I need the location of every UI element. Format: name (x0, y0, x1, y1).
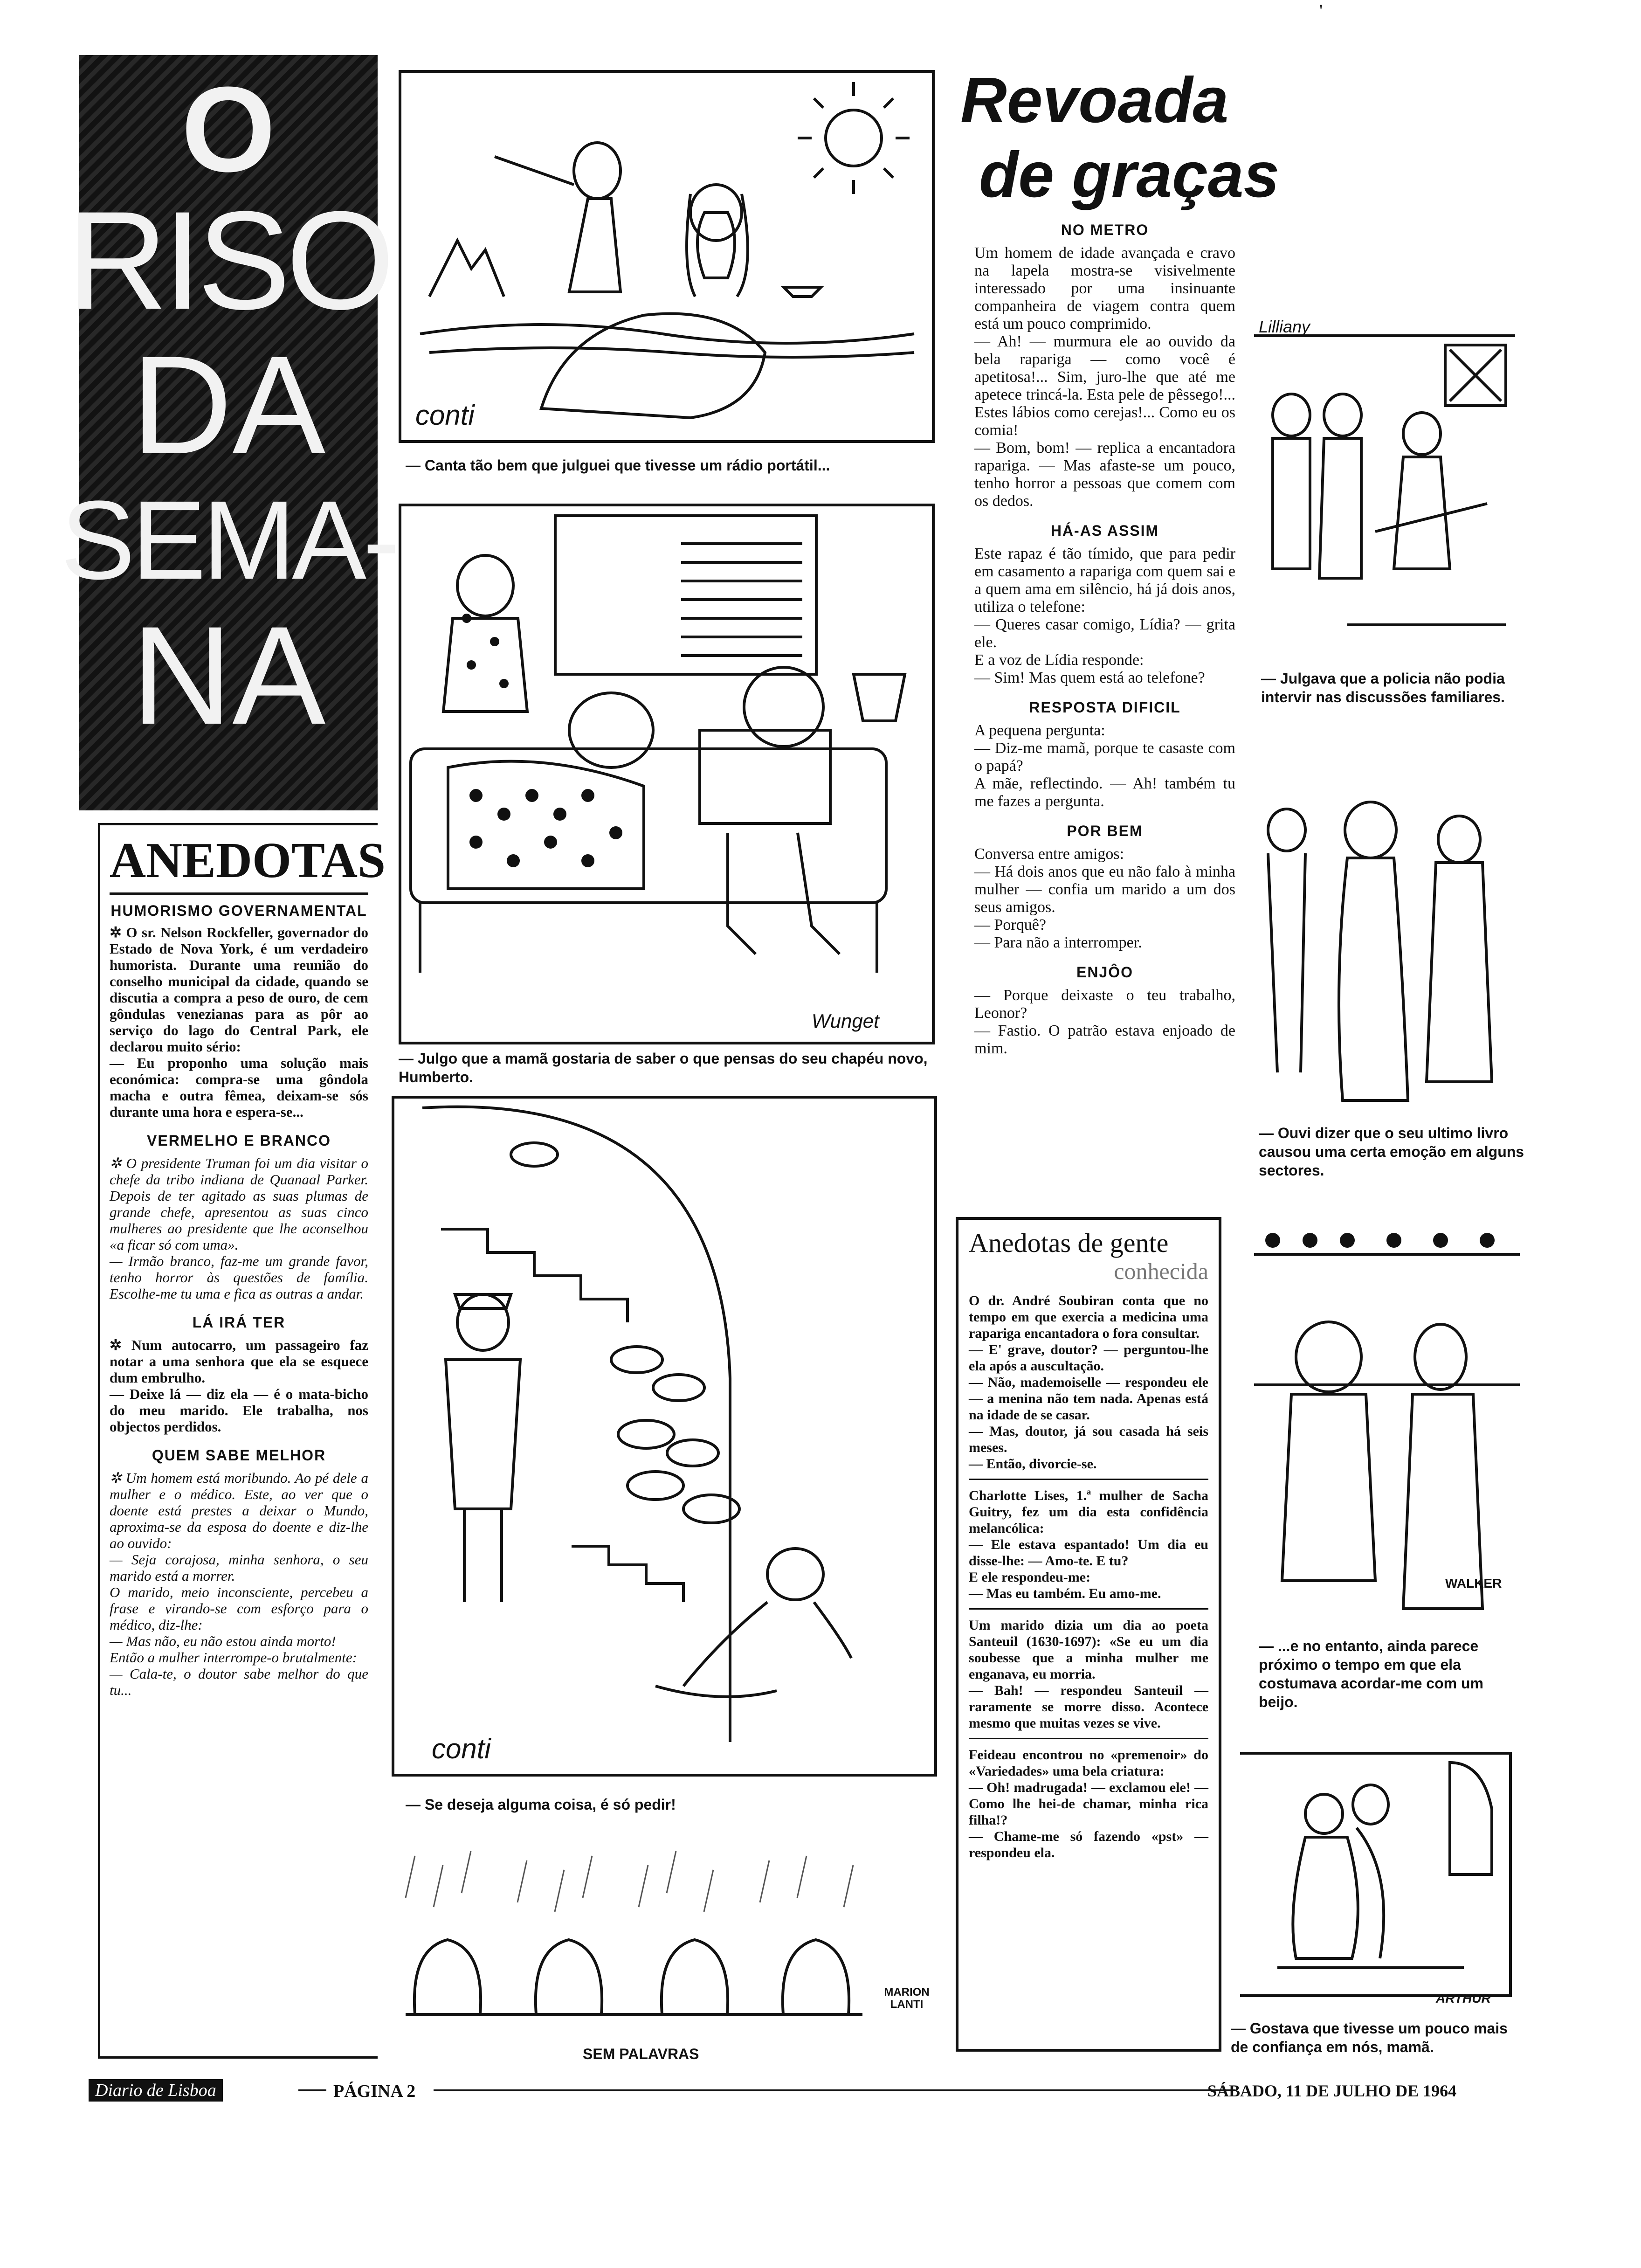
revoada-text-4: Conversa entre amigos: — Há dois anos que eu não falo à minha mulher — confia um marido a um dos seus amigos. — Porquê? — Para não a interromper. (974, 845, 1235, 951)
riso-line-5: NA (131, 597, 326, 754)
gente-title-2: conhecida (1114, 1258, 1208, 1284)
footer-rule-1 (298, 2089, 326, 2091)
footer (79, 2077, 1520, 2105)
cartoon-police-caption: — Julgava que a policia não podia intervir nas discussões familiares. (1261, 670, 1505, 705)
revoada-title-2: de graças (979, 139, 1280, 211)
anedotas-title: ANEDOTAS (110, 833, 368, 895)
cartoon-dancing (1231, 1735, 1520, 2014)
footer-date: SÁBADO, 11 DE JULHO DE 1964 (1207, 2081, 1457, 2100)
cartoon-sem-palavras (387, 1846, 946, 2042)
cartoon-island-caption: — Canta tão bem que julguei que tivesse um rádio portátil... (406, 457, 830, 474)
anedotas-heading-3: LÁ IRÁ TER (192, 1314, 286, 1331)
footer-page: PÁGINA 2 (333, 2081, 416, 2101)
cartoon-bar-signature: WALKER (1445, 1576, 1502, 1590)
revoada-heading-1: NO METRO (1061, 221, 1149, 238)
anedotas-text-1: ✲ O sr. Nelson Rockfeller, governador do Estado de Nova York, é um verdadeiro humorista. Durante uma reunião do conselho municipal da cidade, quando se discutia a compra a peso de ouro, de cem gôndulas venezianas para as pôr ao serviço do lago do Central Park, ele declarou muito sério: — Eu proponho uma solução mais económica: compra-se uma gôndola macha e outra fêmea, deixam-se sós durante uma hora e espera-se... (110, 924, 368, 1120)
cartoon-stairs (392, 1096, 937, 1777)
cartoon-bar (1254, 1217, 1520, 1618)
cartoon-sofa (399, 504, 935, 1044)
revoada-column (974, 221, 1235, 1058)
riso-line-2: RISO (67, 182, 390, 339)
cartoon-sofa-drawing (401, 506, 932, 1042)
anedotas-heading-4: QUEM SABE MELHOR (152, 1447, 326, 1464)
cartoon-stairs-signature: conti (432, 1733, 491, 1764)
cartoon-bar-drawing (1254, 1217, 1520, 1618)
cartoon-party-caption: — Ouvi dizer que o seu ultimo livro causou uma certa emoção em alguns sectores. (1259, 1125, 1524, 1179)
header-mark: ' (1319, 0, 1323, 21)
cartoon-police-drawing (1254, 308, 1524, 653)
gente-paragraph-3: Um marido dizia um dia ao poeta Santeuil (1630-1697): «Se eu um dia soubesse que a minha mulher me enganava, eu morria. — Bah! — respondeu Santeuil — raramente se morre disso. Acontece mesmo que muitas vezes se vive. (969, 1617, 1208, 1739)
cartoon-party-drawing (1249, 746, 1520, 1119)
gente-paragraph-4: Feideau encontrou no «premenoir» do «Variedades» uma bela criatura: — Oh! madrugada! — exclamou ele! — Como lhe hei-de chamar, minha rica filha!? — Chame-me só fazendo «pst» — respondeu ela. (969, 1747, 1208, 1860)
gente-title-1: Anedotas de gente (969, 1228, 1169, 1258)
cartoon-party (1249, 746, 1520, 1119)
cartoon-island-drawing (401, 73, 932, 440)
cartoon-sofa-caption: — Julgo que a mamã gostaria de saber o que pensas do seu chapéu novo, Humberto. (399, 1050, 928, 1086)
revoada-heading-4: POR BEM (1067, 823, 1143, 839)
gente-paragraph-1: O dr. André Soubiran conta que no tempo em que exercia a medicina uma rapariga encantadora o fora consultar. — E' grave, doutor? — perguntou-lhe ela após a auscultação. — Não, mademoiselle — respondeu ele — a menina não tem nada. Apenas está na idade de se casar. — Mas, doutor, já sou casada há seis meses. — Então, divorcie-se. (969, 1293, 1208, 1480)
revoada-heading-3: RESPOSTA DIFICIL (1029, 699, 1181, 716)
cartoon-dancing-drawing (1231, 1735, 1520, 2014)
cartoon-stairs-drawing (394, 1099, 934, 1774)
anedotas-text-4: ✲ Um homem está moribundo. Ao pé dele a mulher e o médico. Este, ao ver que o doente está prestes a deixar o Mundo, aproxima-se da esposa do doente e diz-lhe ao ouvido: — Seja corajosa, minha senhora, o seu marido está a morrer. O marido, meio inconsciente, percebeu a frase e virando-se com esforço para o médico, diz-lhe: — Mas não, eu não estou ainda morto! Então a mulher interrompe-o brutalmente: — Cala-te, o doutor sabe melhor do que tu... (110, 1470, 368, 1698)
cartoon-police (1254, 308, 1524, 653)
cartoon-sofa-signature: Wunget (812, 1010, 879, 1032)
footer-rule-2 (434, 2089, 1235, 2091)
anedotas-heading-1: HUMORISMO GOVERNAMENTAL (110, 902, 367, 919)
cartoon-dancing-caption: — Gostava que tivesse um pouco mais de confiança em nós, mamã. (1231, 2020, 1508, 2055)
revoada-heading-2: HÁ-AS ASSIM (1050, 522, 1159, 539)
cartoon-rain-drawing (387, 1846, 946, 2042)
revoada-text-2: Este rapaz é tão tímido, que para pedir em casamento a rapariga com quem sai e a quem ama em silêncio, há já dois anos, utiliza o telefone: — Queres casar comigo, Lídia? — grita ele. E a voz de Lídia responde: — Sim! Mas quem está ao telefone? (974, 545, 1235, 686)
cartoon-bar-caption: — ...e no entanto, ainda parece próximo o tempo em que ela costumava acordar-me com um beijo. (1259, 1638, 1483, 1710)
riso-line-4: SEMA- (60, 477, 397, 602)
cartoon-police-signature: Lilliany (1259, 317, 1310, 336)
revoada-text-1: Um homem de idade avançada e cravo na lapela mostra-se visivelmente interessado por uma insinuante companheira de viagem contra quem está um pouco comprimido. — Ah! — murmura ele ao ouvido da bela rapariga — como você é apetitosa!... Sim, juro-lhe que até me apetece trincá-la. Esta pele de pêssego!... Estes lábios como cerejas!... Como eu os comia! — Bom, bom! — replica a encantadora rapariga. — Mas afaste-se um pouco, tenho horror a pessoas que comem com os dedos. (974, 244, 1235, 510)
cartoon-island-signature: conti (415, 400, 475, 431)
anedotas-heading-2: VERMELHO E BRANCO (147, 1132, 331, 1149)
anedotas-text-2: ✲ O presidente Truman foi um dia visitar o chefe da tribo indiana de Quanaal Parker. Depois de ter agitado as suas plumas de grande chefe, apresentou as suas cinco mulheres ao presidente que lhe aconselhou «a ficar só com uma». — Irmão branco, faz-me um grande favor, tenho horror às questões de família. Escolhe-me tu uma e fica as outras a andar. (110, 1155, 368, 1302)
revoada-heading-5: ENJÔO (1076, 964, 1134, 981)
revoada-text-3: A pequena pergunta: — Diz-me mamã, porque te casaste com o papá? A mãe, reflectindo. — Ah! também tu me fazes a pergunta. (974, 722, 1235, 810)
footer-masthead: Diario de Lisboa (89, 2079, 223, 2102)
gente-box (956, 1217, 1221, 2052)
revoada-text-5: — Porque deixaste o teu trabalho, Leonor? — Fastio. O patrão estava enjoado de mim. (974, 987, 1235, 1057)
anedotas-text-3: ✲ Num autocarro, um passageiro faz notar a uma senhora que ela se esquece dum embrulho. — Deixe lá — diz ela — é o mata-bicho do meu marido. Ele trabalha, nos objectos perdidos. (110, 1337, 368, 1435)
cartoon-stairs-caption: — Se deseja alguma coisa, é só pedir! (406, 1796, 676, 1813)
riso-line-1: O (181, 62, 276, 197)
cartoon-sem-palavras-caption: SEM PALAVRAS (583, 2046, 699, 2062)
revoada-title-1: Revoada (960, 64, 1229, 136)
cartoon-sem-palavras-signature: MARION LANTI (884, 1986, 930, 2011)
riso-banner (60, 55, 397, 810)
cartoon-dancing-signature: ARTHUR (1436, 1991, 1491, 2005)
riso-line-3: DA (131, 326, 326, 483)
gente-paragraph-2: Charlotte Lises, 1.ª mulher de Sacha Guitry, fez um dia esta confidência melancólica: — Ele estava espantado! Um dia eu disse-lhe: — Amo-te. E tu? E ele respondeu-me: — Mas eu também. Eu amo-me. (969, 1487, 1208, 1610)
anedotas-box (98, 823, 386, 2059)
cartoon-island (399, 70, 935, 443)
